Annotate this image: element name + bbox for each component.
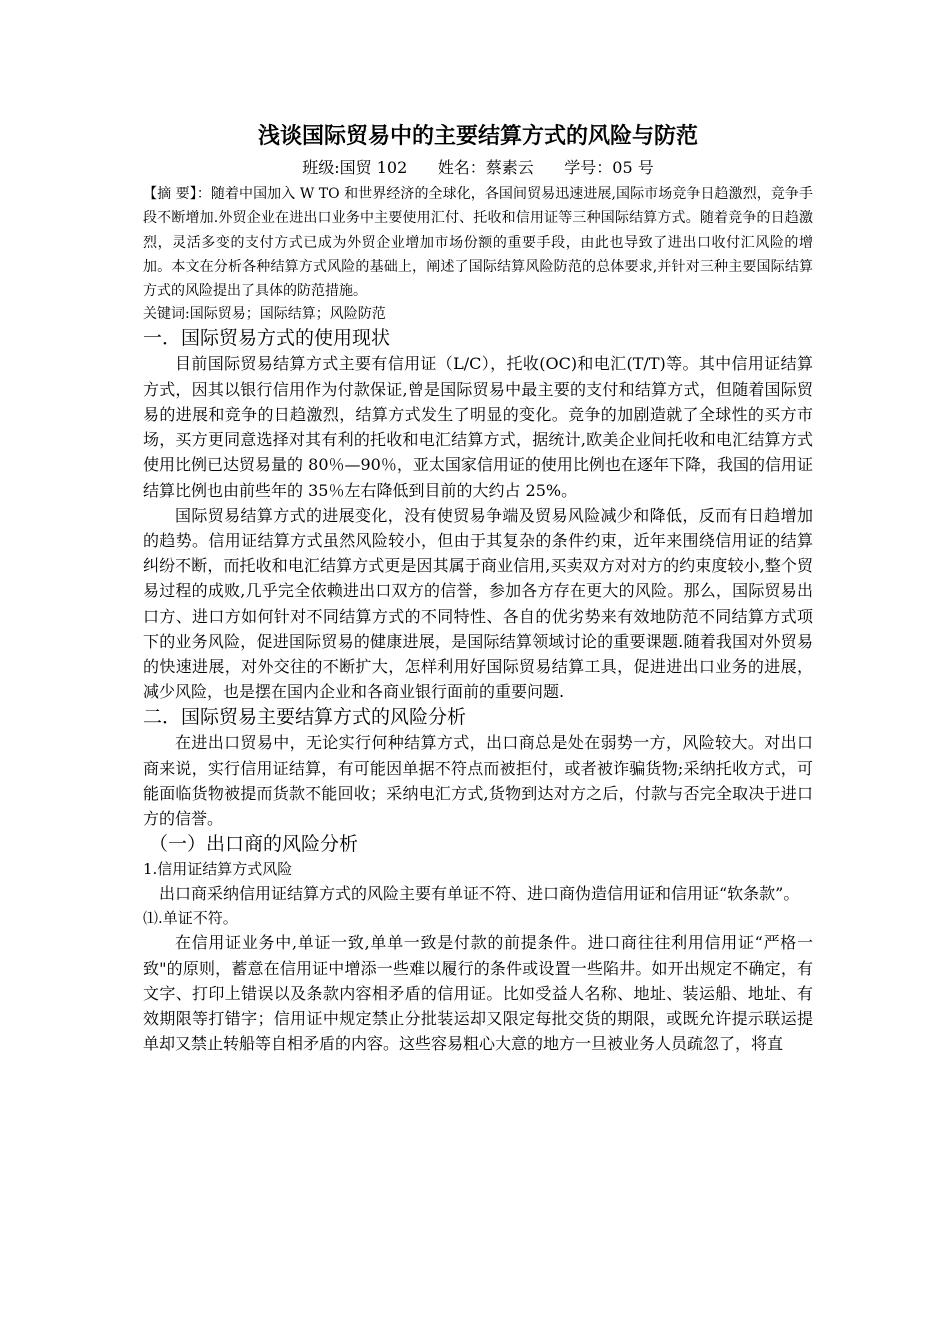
subitem-1-paragraph: 在信用证业务中,单证一致,单单一致是付款的前提条件。进口商往往利用信用证“严格一致"的原则，蓄意在信用证中增添一些难以履行的条件或设置一些陷井。如开出规定不确定，有文字、打印上错误以及条款内容相矛盾的信用证。比如受益人名称、地址、装运船、地址、有效期限等打错字；信用证中规定禁止分批装运却又限定每批交货的期限，或既允许提示联运提单却又禁止转船等自相矛盾的内容。这些容易粗心大意的地方一旦被业务人员疏忽了，将直 <box>143 933 813 1054</box>
author-line: 班级:国贸 102 姓名：蔡素云 学号：05 号 <box>302 158 654 177</box>
item-1-heading: 1.信用证结算方式风险 <box>143 860 293 879</box>
item-1-paragraph: 出口商采纳信用证结算方式的风险主要有单证不符、进口商伪造信用证和信用证“软条款”。 <box>159 884 800 904</box>
subitem-1-heading: ⑴.单证不符。 <box>143 909 238 928</box>
section-1-heading: 一．国际贸易方式的使用现状 <box>143 327 391 350</box>
abstract: 【摘 要】：随着中国加入 W TO 和世界经济的全球化，各国间贸易迅速进展,国际市场竞争日趋激烈，竞争手段不断增加.外贸企业在进出口业务中主要使用汇付、托收和信用证等三种国际结算方式。随着竞争的日趋激烈，灵活多变的支付方式已成为外贸企业增加市场份额的重要手段，由此也导致了进出口收付汇风险的增加。本文在分析各种结算方式风险的基础上，阐述了国际结算风险防范的总体要求,并针对三种主要国际结算方式的风险提出了具体的防范措施。 <box>143 186 813 300</box>
keywords: 关键词:国际贸易；国际结算；风险防范 <box>143 306 386 323</box>
document-body <box>143 118 813 1056</box>
section-1-paragraph-1: 目前国际贸易结算方式主要有信用证（L/C），托收(OC)和电汇(T/T)等。其中信用证结算方式，因其以银行信用作为付款保证,曾是国际贸易中最主要的支付和结算方式，但随着国际贸易的进展和竞争的日趋激烈，结算方式发生了明显的变化。竞争的加剧造就了全球性的买方市场，买方更同意选择对其有利的托收和电汇结算方式，据统计,欧美企业间托收和电汇结算方式使用比例已达贸易量的 80％—90％，亚太国家信用证的使用比例也在逐年下降，我国的信用证结算比例也由前些年的 35％左右降低到目前的大约占 25%。 <box>143 354 813 500</box>
subsection-1-heading: （一）出口商的风险分析 <box>149 833 359 856</box>
section-2-heading: 二．国际贸易主要结算方式的风险分析 <box>143 706 467 729</box>
section-1-paragraph-2: 国际贸易结算方式的进展变化，没有使贸易争端及贸易风险减少和降低，反而有日趋增加的趋势。信用证结算方式虽然风险较小，但由于其复杂的条件约束，近年来围绕信用证的结算纠纷不断，而托收和电汇结算方式更是因其属于商业信用,买卖双方对对方的约束度较小,整个贸易过程的成败,几乎完全依赖进出口双方的信誉，参加各方存在更大的风险。那么，国际贸易出口方、进口方如何针对不同结算方式的不同特性、各自的优劣势来有效地防范不同结算方式项下的业务风险，促进国际贸易的健康进展，是国际结算领域讨论的重要课题.随着我国对外贸易的快速进展，对外交往的不断扩大，怎样利用好国际贸易结算工具，促进进出口业务的进展，减少风险，也是摆在国内企业和各商业银行面前的重要问题. <box>143 505 813 702</box>
section-2-paragraph-1: 在进出口贸易中，无论实行何种结算方式，出口商总是处在弱势一方，风险较大。对出口商来说，实行信用证结算，有可能因单据不符点而被拒付，或者被诈骗货物;采纳托收方式，可能面临货物被提而货款不能回收；采纳电汇方式,货物到达对方之后，付款与否完全取决于进口方的信誉。 <box>143 733 813 828</box>
document-title: 浅谈国际贸易中的主要结算方式的风险与防范 <box>257 123 698 149</box>
